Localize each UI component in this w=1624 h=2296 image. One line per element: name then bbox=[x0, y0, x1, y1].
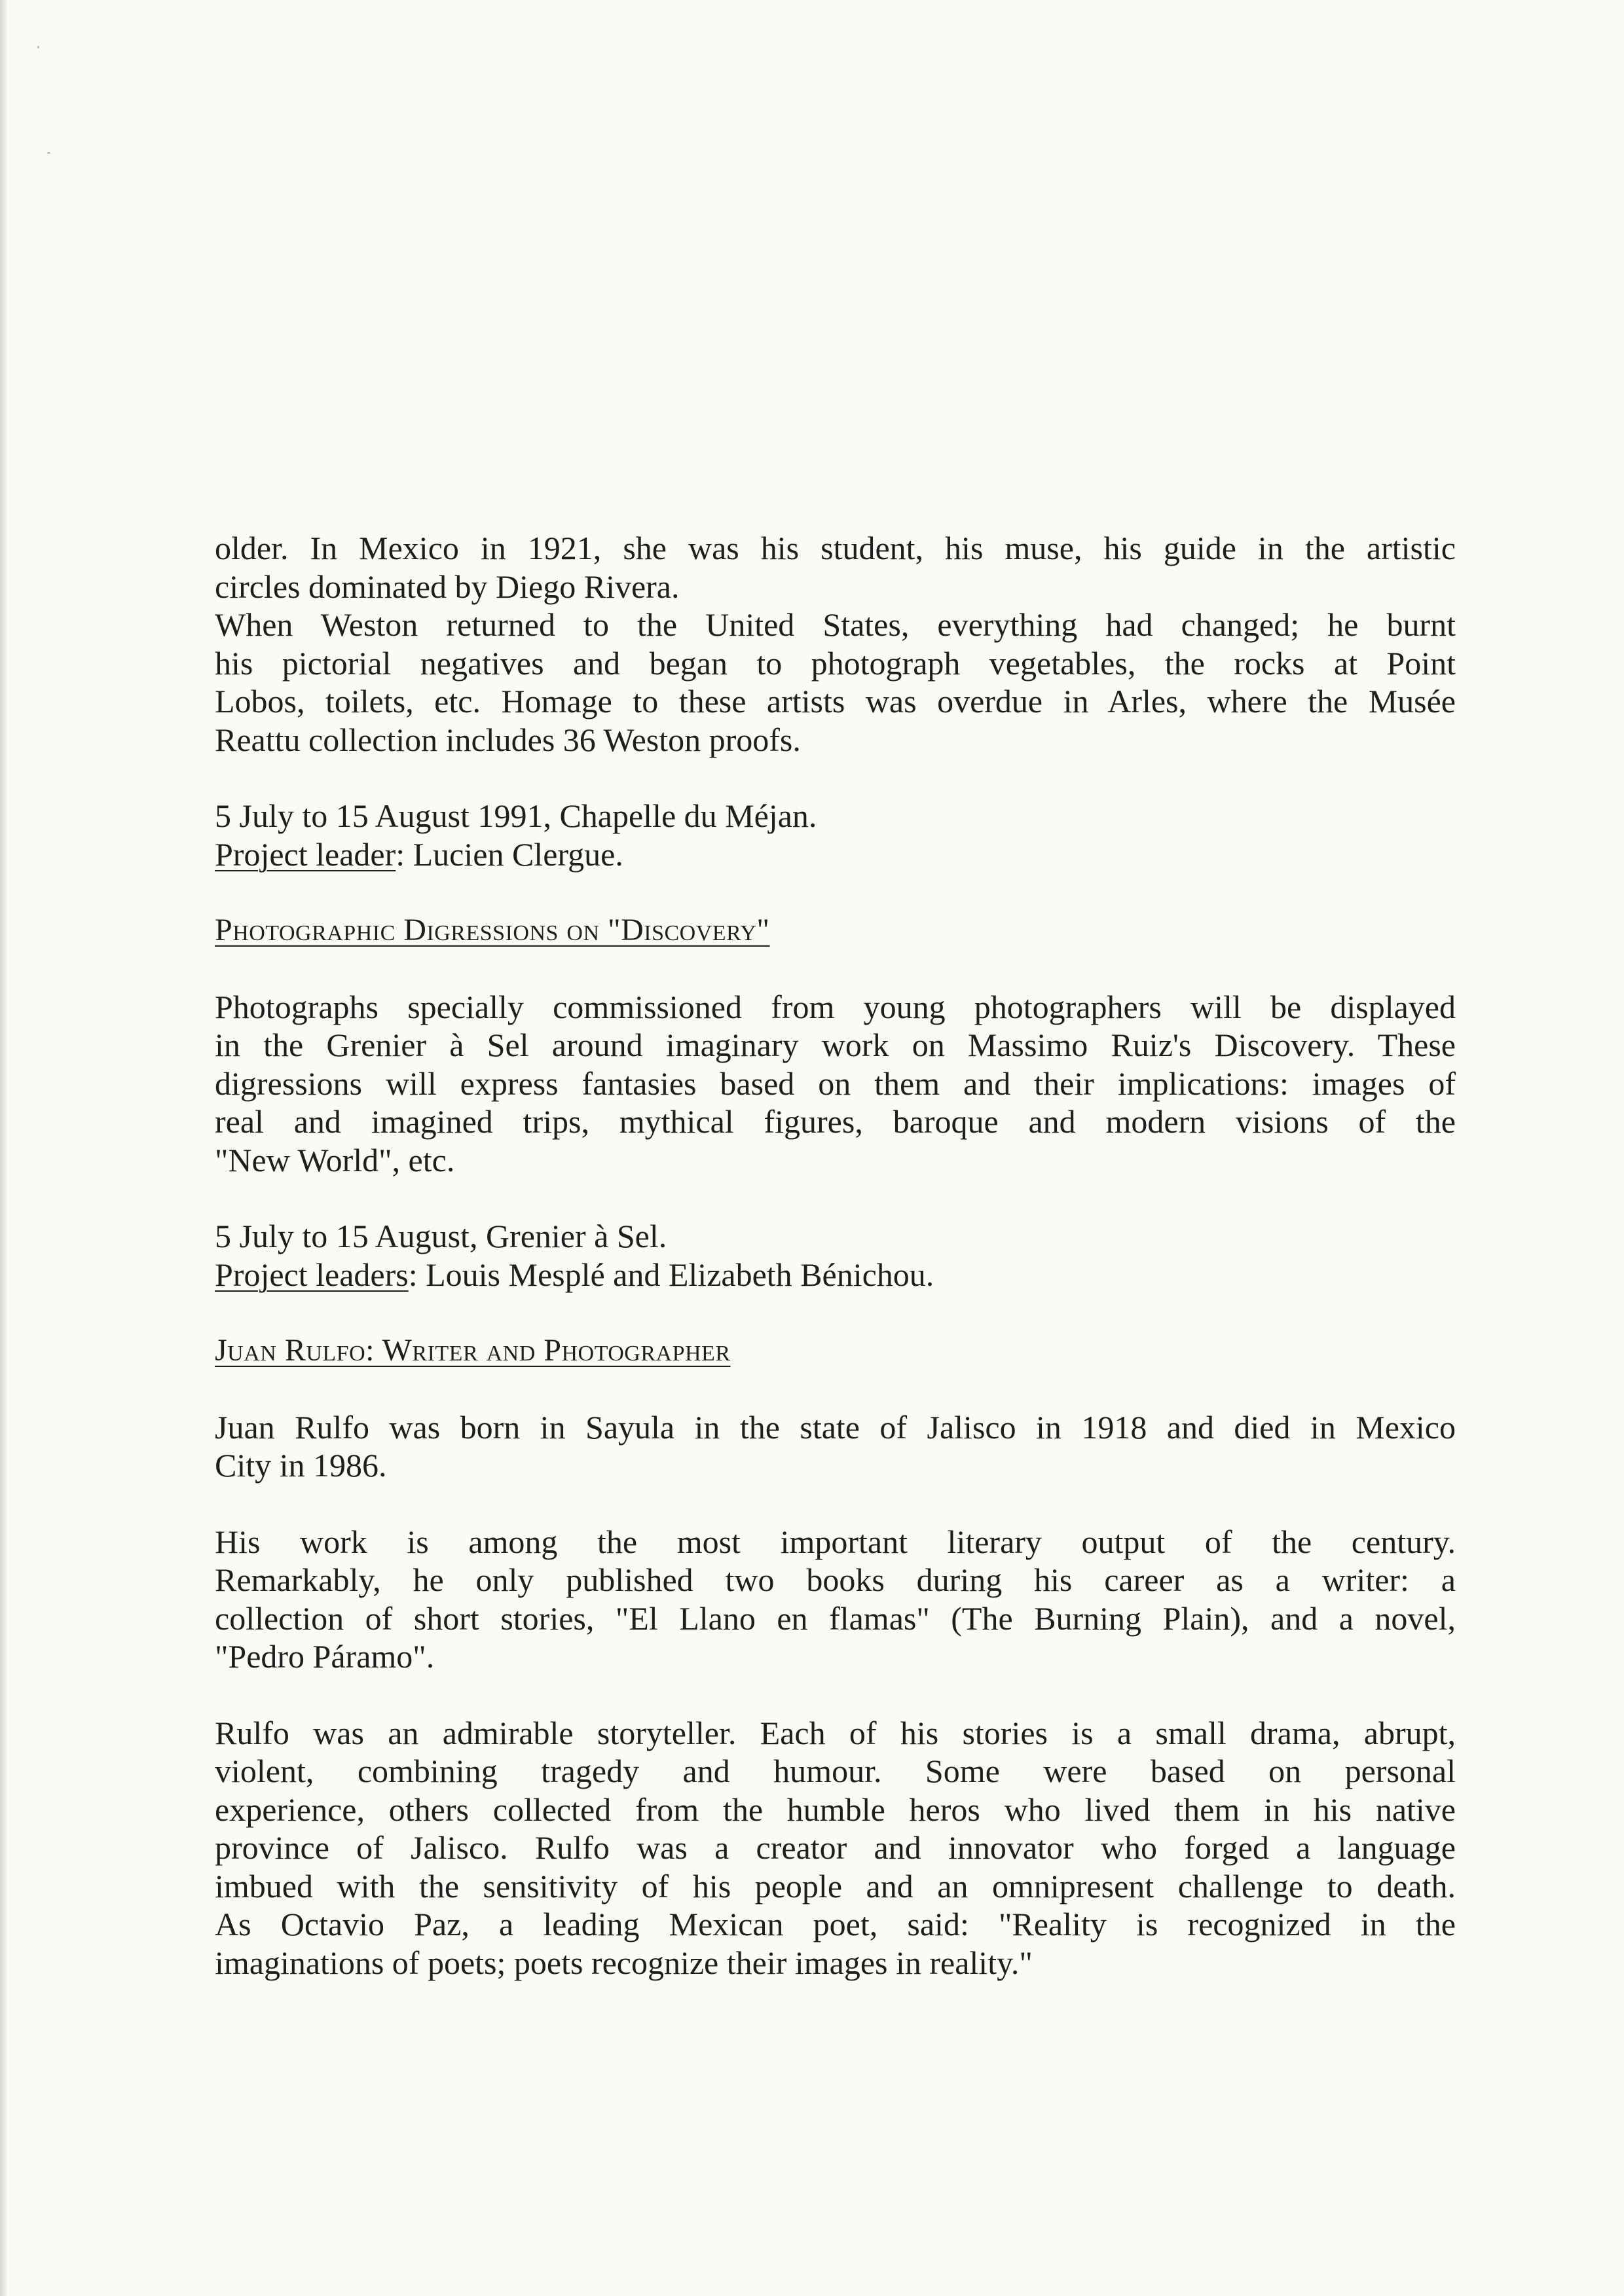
text-line: in the Grenier à Sel around imaginary work on Massimo Ruiz's Discovery. These bbox=[215, 1027, 1456, 1063]
text-line: digressions will express fantasies based on them and their implications: images of bbox=[215, 1065, 1456, 1102]
text-line: Lobos, toilets, etc. Homage to these artists was overdue in Arles, where the Musée bbox=[215, 683, 1456, 720]
section-heading-digressions: Photographic Digressions on "Discovery" bbox=[215, 913, 770, 947]
text-line: violent, combining tragedy and humour. Some were based on personal bbox=[215, 1753, 1456, 1789]
project-leaders-line bbox=[215, 1256, 1456, 1294]
document-page bbox=[215, 529, 1456, 1982]
text-line: his pictorial negatives and began to photograph vegetables, the rocks at Point bbox=[215, 644, 1456, 682]
rulfo-paragraph-3 bbox=[215, 1714, 1456, 1982]
scan-speck bbox=[47, 152, 50, 154]
event-dates: 5 July to 15 August, Grenier à Sel. bbox=[215, 1218, 667, 1254]
text-line: City in 1986. bbox=[215, 1447, 387, 1484]
event-dates: 5 July to 15 August 1991, Chapelle du Méjan. bbox=[215, 797, 817, 834]
text-line: older. In Mexico in 1921, she was his student, his muse, his guide in the artistic bbox=[215, 530, 1456, 566]
project-leaders-value: : Louis Mesplé and Elizabeth Bénichou. bbox=[408, 1256, 934, 1293]
text-line: Remarkably, he only published two books during his career as a writer: a bbox=[215, 1561, 1456, 1598]
text-line: When Weston returned to the United States, everything had changed; he burnt bbox=[215, 606, 1456, 643]
project-leader-line bbox=[215, 835, 1456, 874]
text-line: collection of short stories, "El Llano en flamas" (The Burning Plain), and a novel, bbox=[215, 1599, 1456, 1637]
text-line: Reattu collection includes 36 Weston proofs. bbox=[215, 721, 801, 758]
text-line: real and imagined trips, mythical figures, baroque and modern visions of the bbox=[215, 1103, 1456, 1140]
text-line: circles dominated by Diego Rivera. bbox=[215, 568, 680, 605]
section-heading-rulfo: Juan Rulfo: Writer and Photographer bbox=[215, 1333, 731, 1368]
text-line: "Pedro Páramo". bbox=[215, 1638, 435, 1675]
scan-edge bbox=[0, 0, 7, 2296]
project-leaders-label: Project leaders bbox=[215, 1256, 409, 1293]
rulfo-paragraph-2 bbox=[215, 1523, 1456, 1676]
project-leader-value: : Lucien Clergue. bbox=[396, 835, 623, 873]
intro-paragraph bbox=[215, 529, 1456, 759]
text-line: Photographs specially commissioned from young photographers will be displayed bbox=[215, 988, 1456, 1025]
digressions-paragraph bbox=[215, 988, 1456, 1180]
text-line: His work is among the most important literary output of the century. bbox=[215, 1523, 1456, 1560]
text-line: Rulfo was an admirable storyteller. Each of his stories is a small drama, abrupt, bbox=[215, 1714, 1456, 1751]
project-leader-label: Project leader bbox=[215, 835, 396, 873]
text-line: imbued with the sensitivity of his people and an omnipresent challenge to death. bbox=[215, 1867, 1456, 1904]
rulfo-paragraph-1 bbox=[215, 1408, 1456, 1485]
text-line: "New World", etc. bbox=[215, 1141, 455, 1178]
text-line: As Octavio Paz, a leading Mexican poet, said: "Reality is recognized in the bbox=[215, 1906, 1456, 1942]
text-line: imaginations of poets; poets recognize their images in reality." bbox=[215, 1944, 1033, 1981]
text-line: Juan Rulfo was born in Sayula in the state of Jalisco in 1918 and died in Mexico bbox=[215, 1408, 1456, 1446]
text-line: experience, others collected from the humble heros who lived them in his native bbox=[215, 1791, 1456, 1828]
scan-speck bbox=[37, 46, 39, 48]
text-line: province of Jalisco. Rulfo was a creator and innovator who forged a language bbox=[215, 1829, 1456, 1866]
